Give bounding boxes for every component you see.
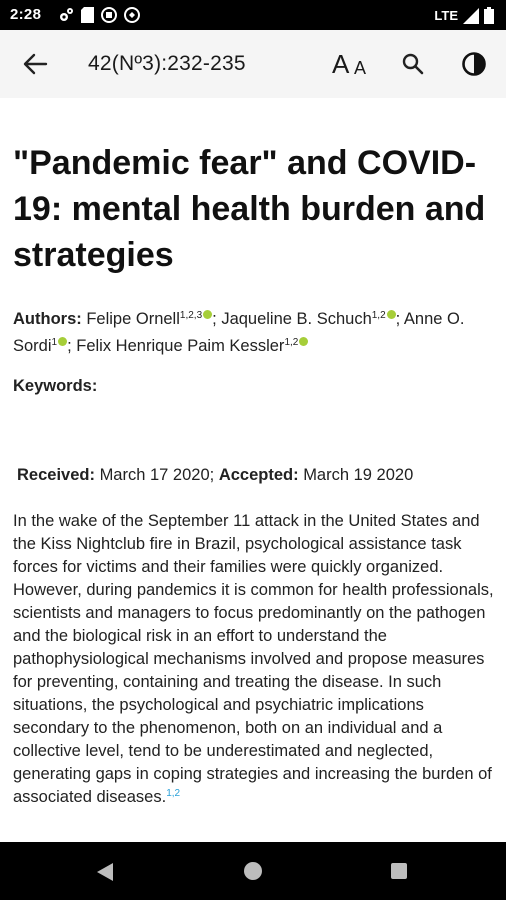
sd-card-icon (81, 7, 94, 23)
nav-home-icon[interactable] (244, 862, 262, 880)
body-paragraph-continued: increasing the burden of associated diseases. (13, 765, 492, 806)
notification-icons (58, 7, 140, 23)
orcid-icon[interactable] (203, 310, 212, 319)
battery-icon (484, 7, 494, 24)
body-paragraph: In the wake of the September 11 attack in the United States and the Kiss Nightclub fire in Brazil, psychological assistance task forces for victims and their families were quickly organized. However, during pandemics it is common for health professionals, scientists and managers to focus predominantly on the pathogen and the biological risk in an effort to understand the pathophysiological mechanisms involved and propose measures for preventing, containing and treating the disease. In such situations, the psychological and psychiatric implications secondary to the phenomenon, both on an individual and a collective level, tend to be underestimated and neglected, generating gaps in coping strategies and (13, 512, 494, 783)
status-time: 2:28 (10, 6, 42, 23)
signal-icon (463, 8, 479, 24)
author-name: Felix Henrique Paim Kessler (76, 337, 285, 355)
system-nav-bar (0, 842, 506, 900)
orcid-icon[interactable] (387, 310, 396, 319)
author-name: Anne O. Sordi (13, 310, 465, 355)
status-bar (0, 0, 506, 30)
article-body (13, 510, 497, 842)
settings-icon (58, 7, 74, 23)
contrast-icon[interactable] (461, 51, 487, 77)
author-affiliation: 1,2 (284, 337, 299, 348)
received-date: March 17 2020 (99, 466, 210, 484)
authors-label: Authors: (13, 310, 82, 328)
author-name: Felipe Ornell (86, 310, 180, 328)
font-size-small-label: A (354, 58, 367, 78)
article-title: "Pandemic fear" and COVID-19: mental health burden and strategies (13, 144, 486, 274)
nav-back-icon[interactable] (96, 862, 114, 882)
system-icons (434, 7, 494, 24)
search-icon[interactable] (401, 52, 425, 76)
back-arrow-icon[interactable] (22, 52, 48, 76)
app-toolbar (0, 30, 506, 98)
author-affiliation: 1,2,3 (179, 310, 203, 321)
orcid-icon[interactable] (299, 337, 308, 346)
author-name: Jaqueline B. Schuch (221, 310, 372, 328)
network-type: LTE (434, 8, 458, 23)
author-affiliation: 1 (51, 337, 58, 348)
authors-block: Authors: Felipe Ornell$^{1,2,3}$ ; Jaqueline B. Schuch$^{1,2}$ ; Anne O. Sordi$^1$ ; Felix Henrique Paim Kessler$^{1,2}$ (13, 310, 465, 355)
font-size-big-label: A (332, 49, 350, 79)
article-dates: Received: March 17 2020; Accepted: March 19 2020 (17, 466, 414, 484)
received-label: Received: (17, 466, 95, 484)
author-affiliation: 1,2 (371, 310, 386, 321)
orcid-icon[interactable] (58, 337, 67, 346)
font-size-icon[interactable] (332, 49, 372, 79)
citation-link[interactable]: 1,2 (166, 788, 181, 799)
issue-title: 42(Nº3):232-235 (88, 52, 246, 75)
vpn-icon (124, 7, 140, 23)
vpn-icon (101, 7, 117, 23)
accepted-label: Accepted: (218, 466, 299, 484)
keywords-label: Keywords: (13, 377, 98, 395)
nav-recents-icon[interactable] (391, 863, 407, 879)
accepted-date: March 19 2020 (303, 466, 414, 484)
